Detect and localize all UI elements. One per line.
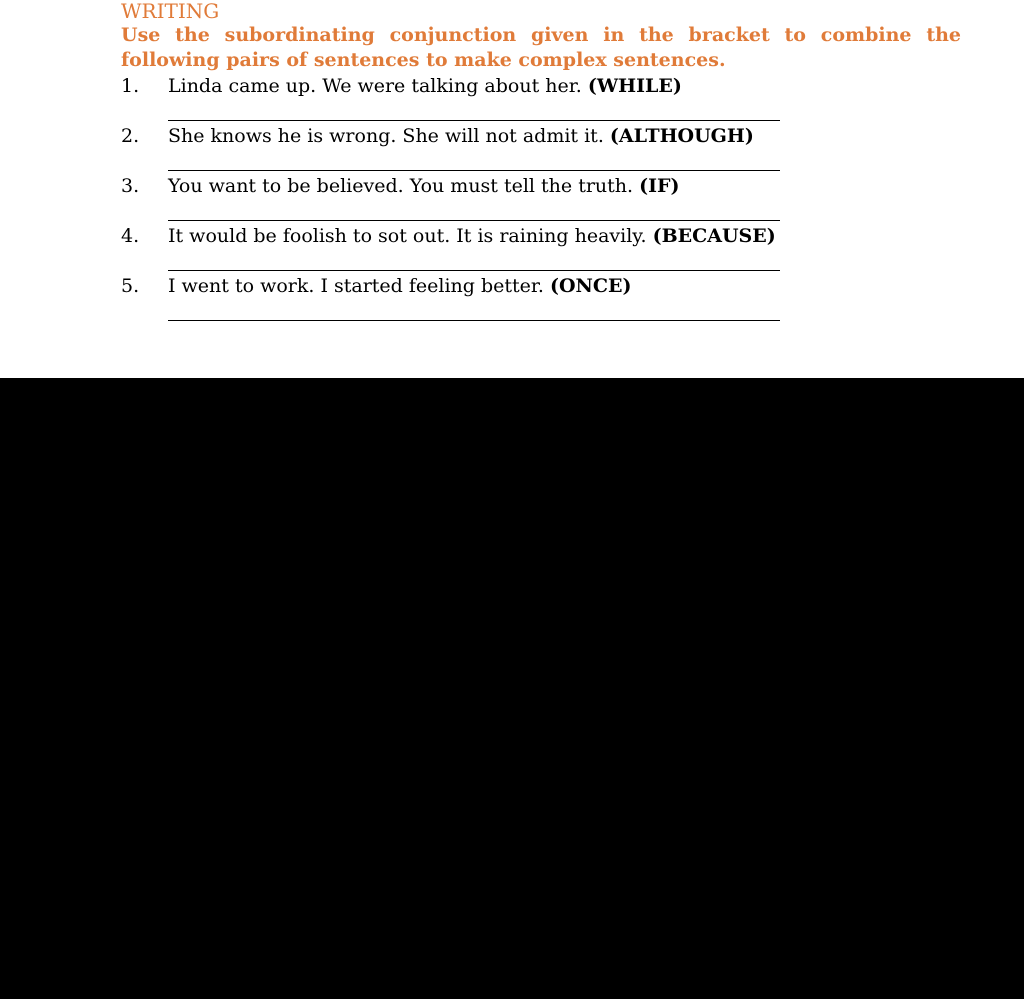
answer-line-5[interactable]	[168, 320, 780, 321]
answer-line-4[interactable]	[168, 270, 780, 271]
worksheet-page	[0, 0, 1024, 378]
exercise-number: 4.	[121, 225, 140, 247]
exercise-number: 1.	[121, 75, 140, 97]
answer-line-1[interactable]	[168, 120, 780, 121]
exercise-sentence-wrapper	[168, 74, 682, 98]
exercise-sentence-wrapper	[168, 174, 679, 198]
conjunction-hint: (WHILE)	[587, 75, 682, 97]
exercise-sentence-wrapper	[168, 224, 776, 248]
answer-line-3[interactable]	[168, 220, 780, 221]
conjunction-hint: (ALTHOUGH)	[609, 125, 754, 147]
section-heading: WRITING	[121, 0, 220, 23]
exercise-sentence: It would be foolish to sot out. It is raining heavily.	[168, 225, 647, 247]
exercise-item-3	[121, 174, 821, 198]
exercise-sentence-wrapper	[168, 124, 754, 148]
exercise-number: 3.	[121, 175, 140, 197]
exercise-item-4	[121, 224, 821, 248]
exercise-sentence-wrapper	[168, 274, 632, 298]
exercise-sentence: She knows he is wrong. She will not admit it.	[168, 125, 604, 147]
conjunction-hint: (BECAUSE)	[652, 225, 776, 247]
exercise-sentence: You want to be believed. You must tell the truth.	[168, 175, 634, 197]
exercise-item-5	[121, 274, 821, 298]
exercise-number: 5.	[121, 275, 140, 297]
instructions-text: Use the subordinating conjunction given in the bracket to combine the following pairs of sentences to make complex sentences.	[121, 24, 961, 71]
exercise-item-2	[121, 124, 821, 148]
exercise-number: 2.	[121, 125, 140, 147]
exercise-sentence: I went to work. I started feeling better.	[168, 275, 544, 297]
conjunction-hint: (ONCE)	[550, 275, 632, 297]
conjunction-hint: (IF)	[639, 175, 680, 197]
exercise-item-1	[121, 74, 821, 98]
answer-line-2[interactable]	[168, 170, 780, 171]
exercise-sentence: Linda came up. We were talking about her.	[168, 75, 582, 97]
